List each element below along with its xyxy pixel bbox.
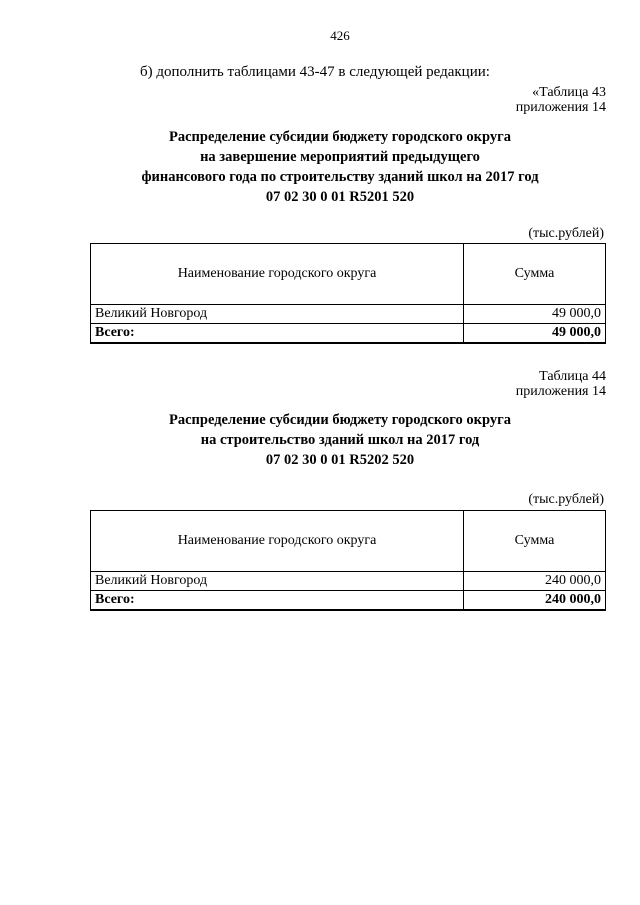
title-line: на завершение мероприятий предыдущего [200, 149, 480, 165]
table-44-title [0, 410, 640, 470]
table-43-ref-line2: приложения 14 [515, 100, 606, 115]
table-44-unit: (тыс.рублей) [528, 492, 604, 507]
table-43-unit: (тыс.рублей) [528, 226, 604, 241]
header-sum: Сумма [464, 511, 606, 572]
table-header-row [91, 511, 606, 572]
total-row [91, 324, 606, 344]
title-line: на строительство зданий школ на 2017 год [200, 432, 480, 448]
page-number: 426 [330, 28, 350, 43]
total-sum: 240 000,0 [464, 591, 606, 611]
row-name: Великий Новгород [91, 305, 464, 324]
table-row [91, 305, 606, 324]
total-name: Всего: [91, 591, 464, 611]
table-43-title [0, 127, 640, 207]
total-row [91, 591, 606, 611]
total-name: Всего: [91, 324, 464, 344]
table-43-ref-line1: «Таблица 43 [532, 85, 606, 100]
row-sum: 49 000,0 [464, 305, 606, 324]
intro-text: б) дополнить таблицами 43-47 в следующей редакции: [140, 64, 490, 80]
row-sum: 240 000,0 [464, 572, 606, 591]
table-43 [90, 243, 606, 344]
title-line: 07 02 30 0 01 R5202 520 [265, 452, 415, 468]
table-44 [90, 510, 606, 611]
row-name: Великий Новгород [91, 572, 464, 591]
title-line: Распределение субсидии бюджету городского округа [169, 412, 511, 428]
title-line: Распределение субсидии бюджету городского округа [169, 129, 511, 145]
header-name: Наименование городского округа [91, 511, 464, 572]
table-44-reference [516, 369, 606, 399]
table-43-reference [516, 85, 606, 115]
table-44-ref-line1: Таблица 44 [539, 369, 606, 384]
total-sum: 49 000,0 [464, 324, 606, 344]
title-line: 07 02 30 0 01 R5201 520 [265, 189, 415, 205]
header-sum: Сумма [464, 244, 606, 305]
title-line: финансового года по строительству зданий школ на 2017 год [141, 169, 539, 185]
table-row [91, 572, 606, 591]
table-header-row [91, 244, 606, 305]
table-44-ref-line2: приложения 14 [515, 384, 606, 399]
header-name: Наименование городского округа [91, 244, 464, 305]
